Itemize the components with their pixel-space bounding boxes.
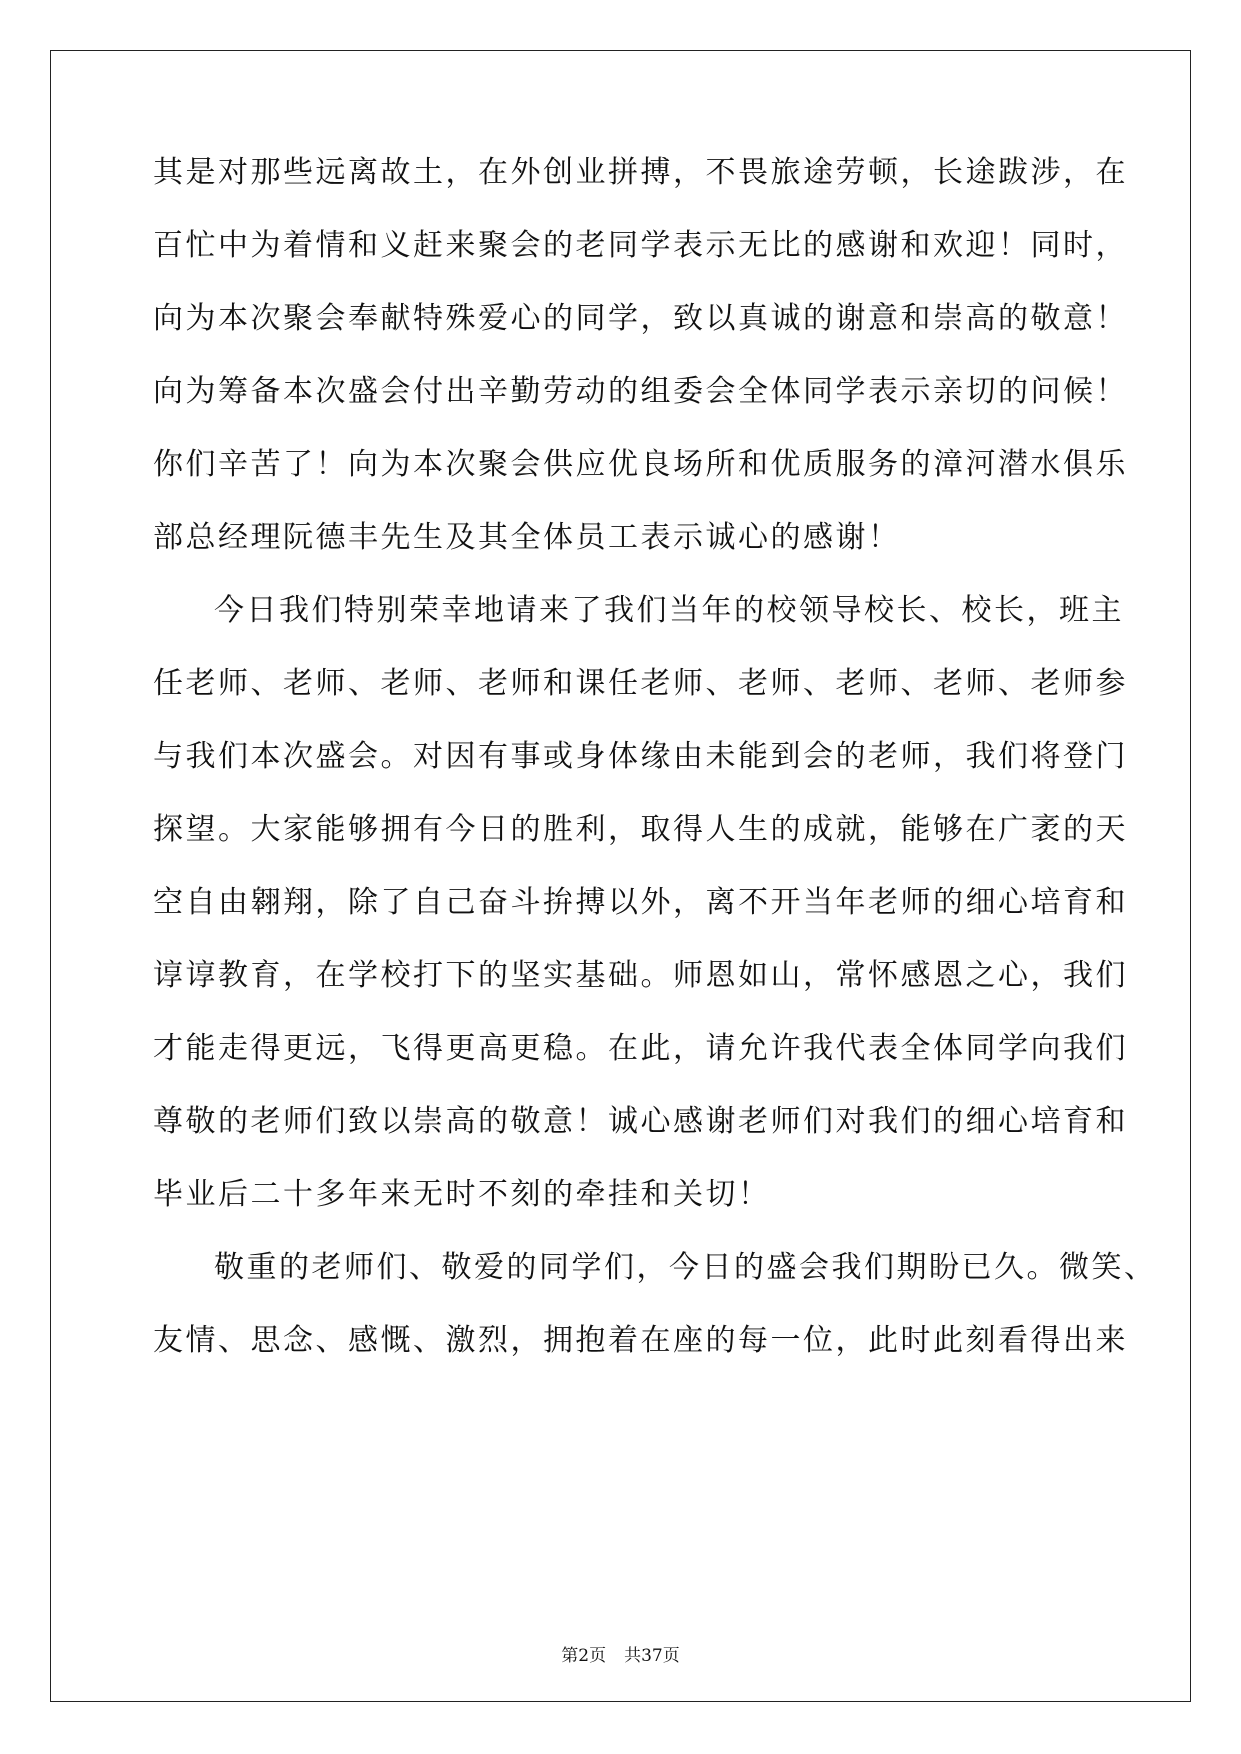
text-line: 你们辛苦了！向为本次聚会供应优良场所和优质服务的漳河潜水俱乐 — [153, 447, 1128, 482]
text-line: 向为筹备本次盛会付出辛勤劳动的组委会全体同学表示亲切的问候！ — [153, 374, 1128, 409]
text-line: 部总经理阮德丰先生及其全体员工表示诚心的感谢！ — [153, 520, 901, 555]
page-footer — [0, 1645, 1241, 1667]
text-line: 其是对那些远离故土，在外创业拼搏，不畏旅途劳顿，长途跋涉，在 — [153, 155, 1128, 190]
paragraph-first-line: 今日我们特别荣幸地请来了我们当年的校领导校长、校长，班主 — [214, 593, 1124, 628]
text-line: 谆谆教育，在学校打下的坚实基础。师恩如山，常怀感恩之心，我们 — [153, 958, 1128, 993]
total-page-count: 共37页 — [624, 1646, 680, 1666]
text-line: 探望。大家能够拥有今日的胜利，取得人生的成就，能够在广袤的天 — [153, 812, 1128, 847]
text-line: 才能走得更远，飞得更高更稳。在此，请允许我代表全体同学向我们 — [153, 1031, 1128, 1066]
text-line: 百忙中为着情和义赶来聚会的老同学表示无比的感谢和欢迎！同时， — [153, 228, 1128, 263]
text-line: 尊敬的老师们致以崇高的敬意！诚心感谢老师们对我们的细心培育和 — [153, 1104, 1128, 1139]
text-line: 毕业后二十多年来无时不刻的牵挂和关切！ — [153, 1177, 771, 1212]
text-line: 与我们本次盛会。对因有事或身体缘由未能到会的老师，我们将登门 — [153, 739, 1128, 774]
page-border — [50, 50, 1191, 1702]
text-line: 空自由翱翔，除了自己奋斗拚搏以外，离不开当年老师的细心培育和 — [153, 885, 1128, 920]
current-page-number: 第2页 — [561, 1646, 607, 1666]
text-line: 友情、思念、感慨、激烈，拥抱着在座的每一位，此时此刻看得出来 — [153, 1323, 1128, 1358]
paragraph-first-line: 敬重的老师们、敬爱的同学们，今日的盛会我们期盼已久。微笑、 — [214, 1250, 1157, 1285]
text-line: 向为本次聚会奉献特殊爱心的同学，致以真诚的谢意和崇高的敬意！ — [153, 301, 1128, 336]
text-line: 任老师、老师、老师、老师和课任老师、老师、老师、老师、老师参 — [153, 666, 1128, 701]
